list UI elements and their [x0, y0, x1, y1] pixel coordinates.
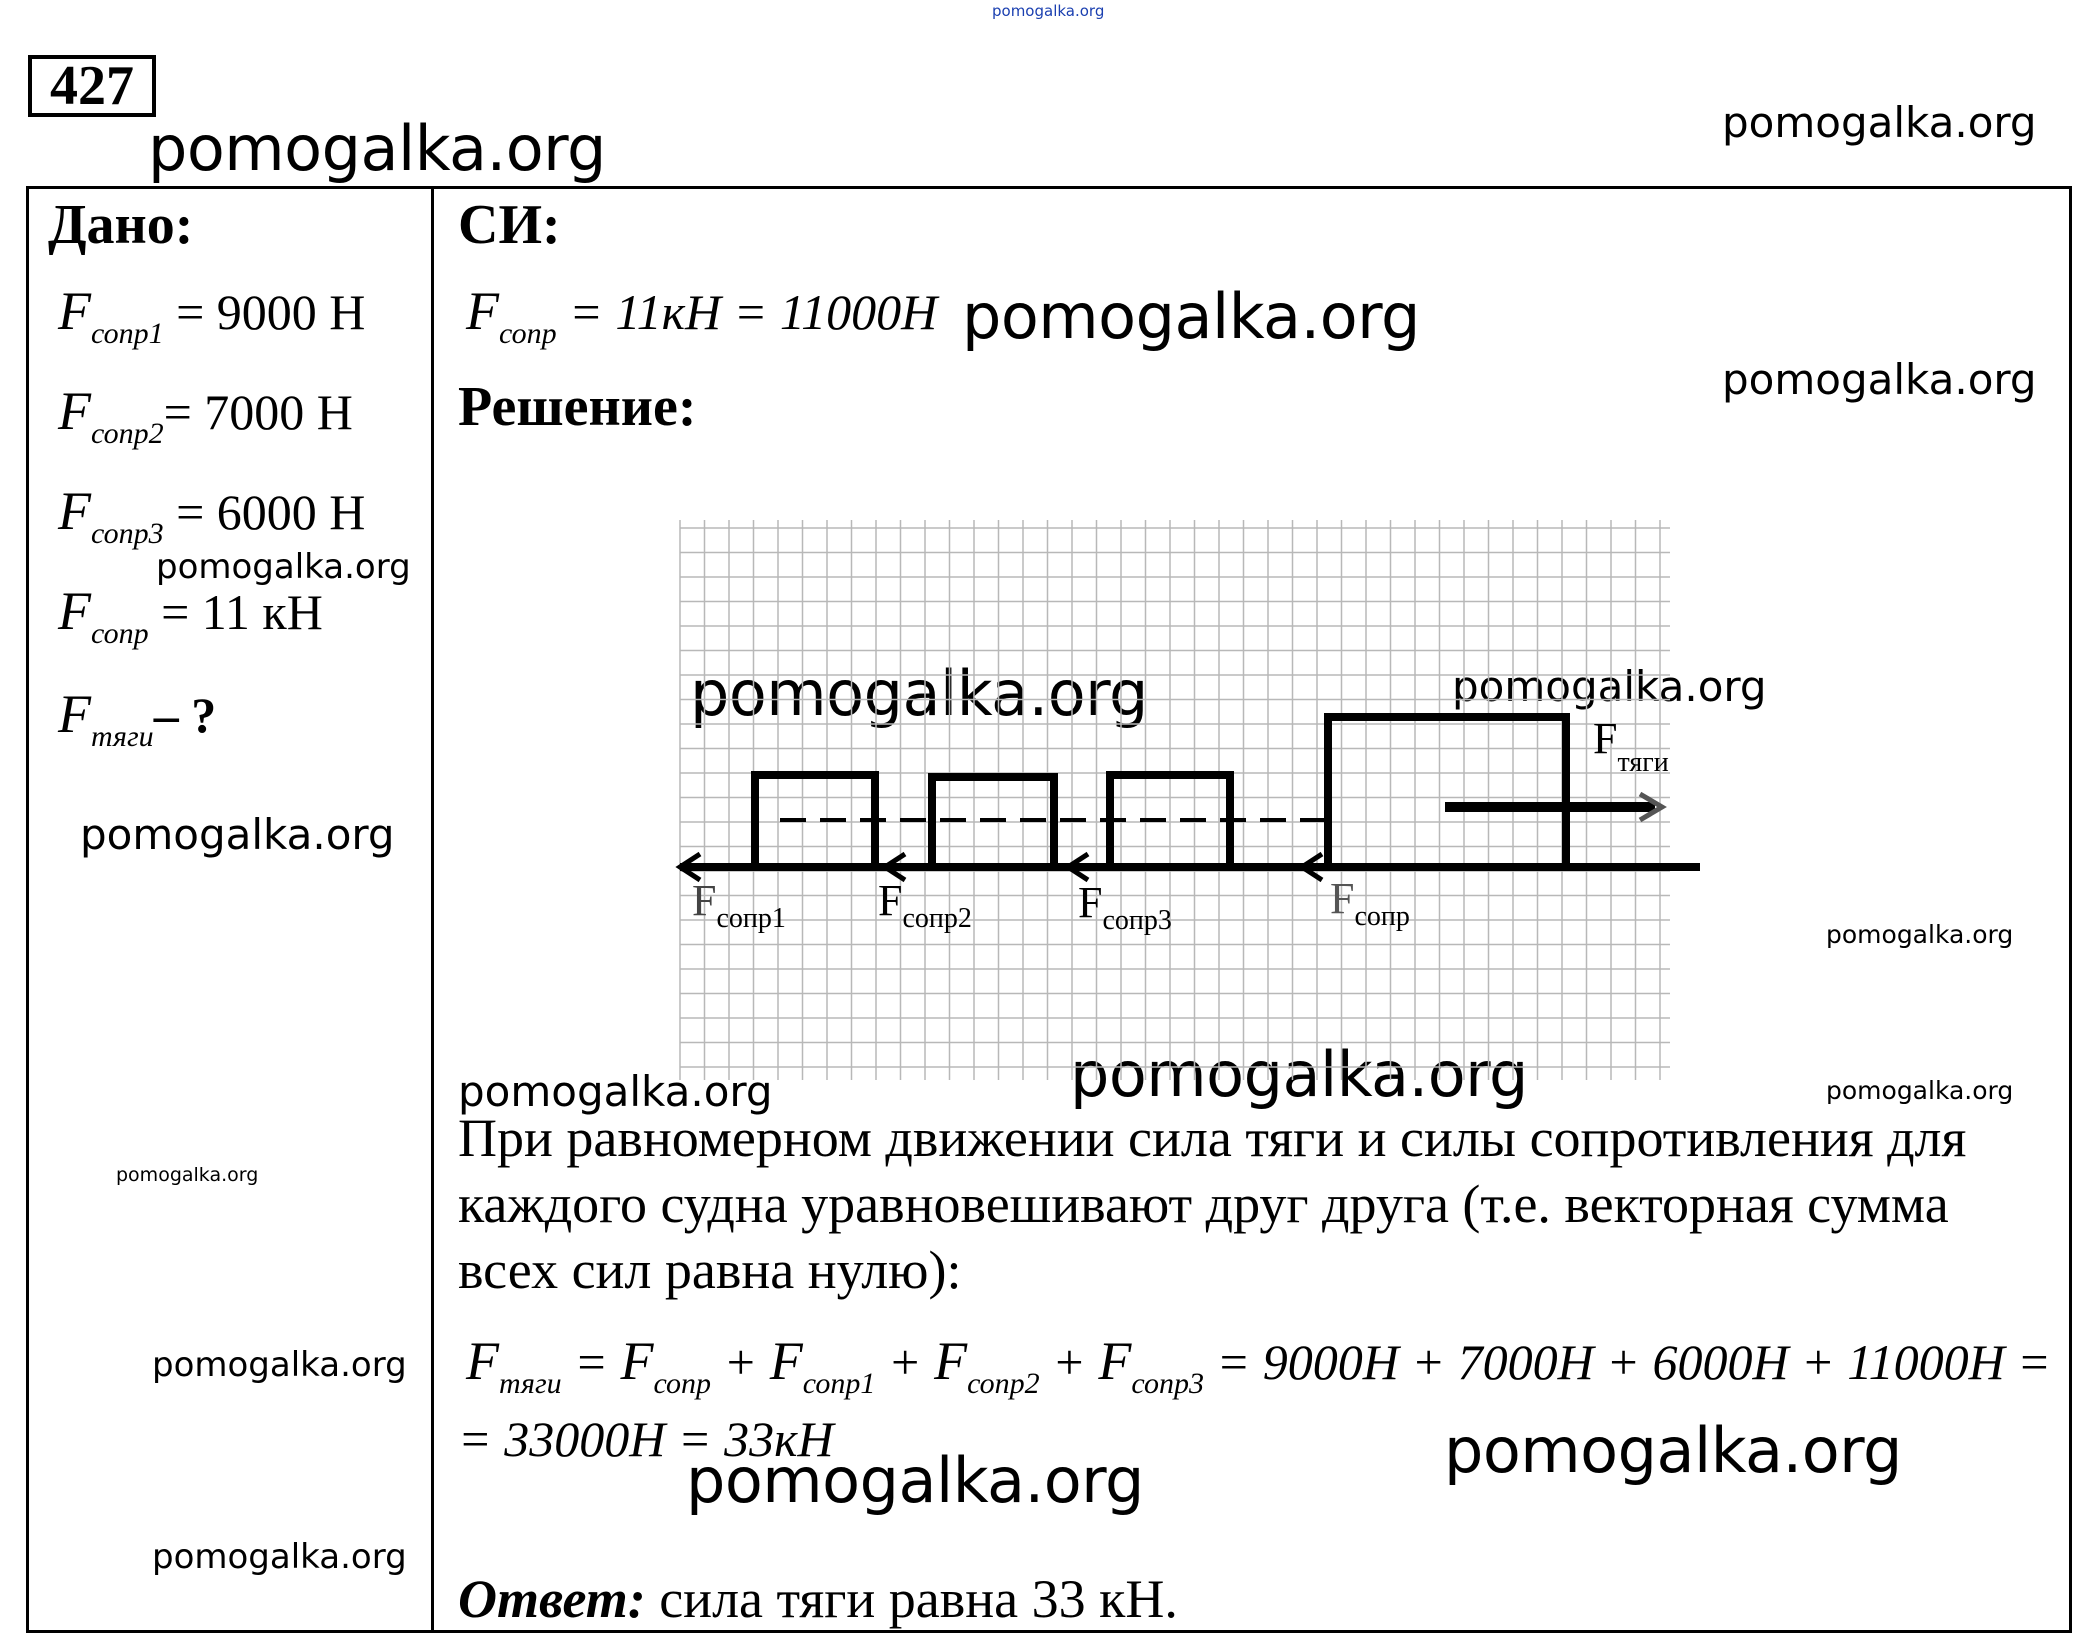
watermark: pomogalka.org: [1070, 1038, 1528, 1111]
si-title: СИ:: [458, 194, 561, 256]
watermark: pomogalka.org: [156, 547, 411, 587]
label-resist-1: $F_{сопр1}$: [692, 876, 786, 934]
watermark: pomogalka.org: [80, 810, 395, 859]
force-diagram: [640, 520, 1700, 1080]
watermark: pomogalka.org: [1722, 355, 2037, 404]
solution-formula-1: $F_{тяги} = F_{сопр} + F_{сопр1} + F_{сопр2} + F_{сопр3} = 9000Н + 7000Н + 6000Н + 11000Н$ =: [466, 1331, 2051, 1400]
watermark: pomogalka.org: [458, 1067, 773, 1116]
solution-title: Решение:: [458, 376, 697, 438]
given-f-resist-1: $F_{сопр1} = 9000$ Н: [58, 281, 366, 350]
grid-paper: [680, 520, 1670, 1080]
watermark: pomogalka.org: [1722, 98, 2037, 147]
given-f-resist-2: $F_{сопр2}= 7000$ Н: [58, 381, 353, 450]
watermark: pomogalka.org: [152, 1537, 407, 1577]
label-resist-4: $F_{сопр}$: [1330, 874, 1410, 932]
watermark: pomogalka.org: [1444, 1414, 1902, 1487]
watermark: pomogalka.org: [686, 1444, 1144, 1517]
watermark: pomogalka.org: [152, 1345, 407, 1385]
solution-text: При равномерном движении сила тяги и силы сопротивления для каждого судна уравновешивают друг друга (т.е. векторная сумма всех сил равна нулю):: [458, 1108, 1967, 1300]
watermark: pomogalka.org: [1826, 1076, 2014, 1105]
problem-number: 427: [28, 55, 156, 117]
answer-text: сила тяги равна 33 кН.: [645, 1569, 1178, 1629]
si-formula: $F_{сопр} = 11кН = 11000Н$: [466, 281, 938, 350]
label-resist-2: $F_{сопр2}$: [878, 876, 972, 934]
watermark: pomogalka.org: [116, 1164, 259, 1186]
watermark: pomogalka.org: [962, 280, 1420, 353]
column-divider: [431, 186, 434, 1633]
solution-formula-2: = 33000Н = 33кН: [458, 1411, 834, 1467]
given-f-thrust: $F_{тяги}-$ ?: [58, 684, 217, 753]
watermark: pomogalka.org: [690, 657, 1148, 730]
given-f-resist: $F_{сопр} = 11$ кН: [58, 581, 323, 650]
answer-label: Ответ:: [458, 1569, 646, 1629]
watermark: pomogalka.org: [1826, 920, 2014, 949]
given-title: Дано:: [48, 194, 194, 256]
answer: [458, 1568, 1178, 1630]
boat-1: [755, 775, 875, 867]
label-thrust: $F_{тяги}$: [1593, 714, 1669, 778]
given-f-resist-3: $F_{сопр3} = 6000$ Н: [58, 481, 366, 550]
watermark-top: pomogalka.org: [992, 2, 1105, 20]
label-resist-3: $F_{сопр3}$: [1078, 878, 1172, 936]
tugboat: [1328, 717, 1566, 867]
watermark: pomogalka.org: [148, 112, 606, 185]
watermark: pomogalka.org: [1452, 662, 1767, 711]
